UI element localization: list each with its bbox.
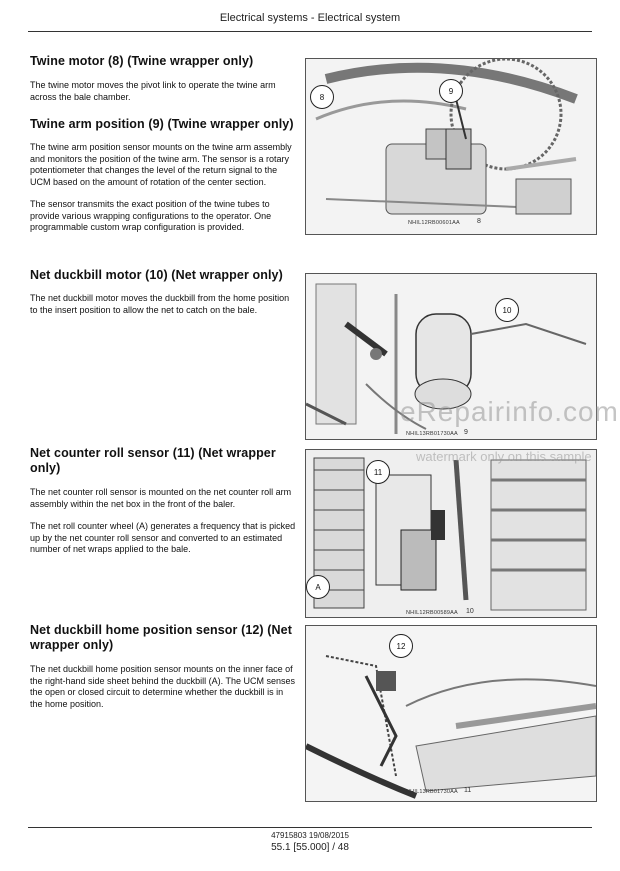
section-paragraph: The sensor transmits the exact position of the twine tubes to provide various wrapping configurations to the operator. One programmable custom wrap configuration is provided. (30, 199, 272, 232)
figure-net-duckbill-home-sensor-photo (305, 625, 597, 802)
watermark-text: eRepairinfo.com (400, 396, 619, 427)
callout-11: 11 (366, 460, 390, 484)
section-twine-motor (30, 54, 296, 103)
figure-number: 8 (477, 218, 481, 225)
figure-twine-motor-photo (305, 58, 597, 235)
figure-code: NHIL12RB00601AA (408, 220, 460, 226)
figure-code: NHIL12RB00589AA (406, 610, 458, 616)
figure-number: 9 (464, 429, 468, 436)
footer-document-code: 47915803 19/08/2015 (271, 831, 349, 840)
section-paragraph: The twine arm position sensor mounts on the twine arm assembly and monitors the position of the twine arm. The sensor is a rotary potentiometer that changes the level of the return signal to the UCM based on the amount of rotation of the center section. (30, 142, 292, 187)
page-header-title: Electrical systems - Electrical system (219, 12, 401, 24)
figure-net-counter-roll-photo (305, 449, 597, 618)
footer-rule (28, 827, 592, 828)
section-paragraph: The net roll counter wheel (A) generates a frequency that is picked up by the net counter roll sensor and converted to an estimated number of net wraps applied to the bale. (30, 521, 296, 554)
footer-page-number: 55.1 [55.000] / 48 (271, 842, 349, 853)
figure-number: 11 (464, 787, 472, 794)
section-heading: Net duckbill home position sensor (12) (Net wrapper only) (30, 623, 292, 652)
callout-12: 12 (389, 634, 413, 658)
section-heading: Twine motor (8) (Twine wrapper only) (30, 54, 254, 68)
section-net-duckbill-motor (30, 268, 296, 316)
section-paragraph: The net duckbill motor moves the duckbill from the home position to the insert position to allow the net to catch on the bale. (30, 293, 290, 315)
section-paragraph: The net counter roll sensor is mounted on the net counter roll arm assembly within the net box in the front of the baler. (30, 487, 292, 509)
figure-code: NHIL13RB01730AA (406, 789, 458, 795)
watermark-subtext: watermark only on this sample (416, 449, 592, 464)
header-rule (28, 31, 592, 32)
section-net-duckbill-home-sensor (30, 623, 296, 710)
section-net-counter-roll-sensor (30, 446, 296, 556)
section-heading: Net counter roll sensor (11) (Net wrapper only) (30, 446, 276, 475)
figure-11-illustration (306, 626, 596, 801)
section-twine-arm-position (30, 117, 296, 234)
callout-10: 10 (495, 298, 519, 322)
figure-10-illustration (306, 450, 596, 617)
figure-code: NHIL13RB01730AA (406, 431, 458, 437)
section-heading: Net duckbill motor (10) (Net wrapper only) (30, 268, 283, 282)
section-paragraph: The twine motor moves the pivot link to operate the twine arm across the bale chamber. (30, 80, 276, 102)
section-heading: Twine arm position (9) (Twine wrapper only) (30, 117, 294, 131)
section-paragraph: The net duckbill home position sensor mounts on the inner face of the right-hand side sheet behind the duckbill (A). The UCM senses the open or closed circuit to determine whether the duckbill is in the home position. (30, 664, 295, 709)
figure-number: 10 (466, 608, 474, 615)
callout-a: A (306, 575, 330, 599)
callout-8: 8 (310, 85, 334, 109)
callout-9: 9 (439, 79, 463, 103)
